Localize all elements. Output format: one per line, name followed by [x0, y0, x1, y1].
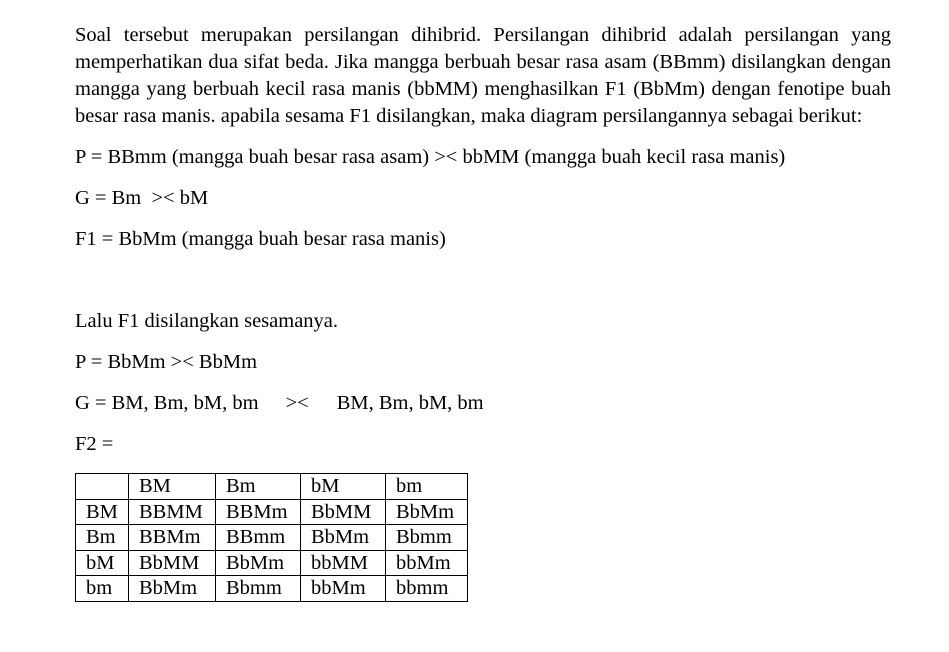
table-cell: BBMm: [129, 525, 216, 551]
table-header-row: [76, 474, 468, 500]
table-cell: [76, 474, 129, 500]
table-cell: BBMm: [216, 499, 301, 525]
gamete-left: G = BM, Bm, bM, bm: [75, 392, 259, 414]
intro-paragraph: Soal tersebut merupakan persilangan dihibrid. Persilangan dihibrid adalah persilangan yang memperhatikan dua sifat beda. Jika mangga berbuah besar rasa asam (BBmm) disilangkan dengan mangga yang berbuah kecil rasa manis (bbMM) menghasilkan F1 (BbMm) dengan fenotipe buah besar rasa manis. apabila sesama F1 disilangkan, maka diagram persilangannya sebagai berikut:: [75, 24, 891, 127]
spacer: [75, 417, 891, 431]
table-cell: BbMM: [129, 550, 216, 576]
table-cell: BbMm: [129, 576, 216, 602]
row-header-cell: bm: [76, 576, 129, 602]
table-cell: BbMm: [386, 499, 468, 525]
table-cell: bbMm: [301, 576, 386, 602]
spacer: [75, 130, 891, 144]
cross1-gamete-line: G = Bm >< bM: [75, 187, 209, 209]
spacer: [75, 335, 891, 349]
table-cell: Bbmm: [216, 576, 301, 602]
document-body: [75, 22, 891, 602]
spacer: [75, 253, 891, 308]
table-cell: BbMM: [301, 499, 386, 525]
gamete-right: BM, Bm, bM, bm: [336, 392, 484, 414]
table-cell: BBmm: [216, 525, 301, 551]
cross-symbol: ><: [285, 392, 309, 414]
cross2-intro-line: Lalu F1 disilangkan sesamanya.: [75, 310, 339, 332]
table-row: [76, 499, 468, 525]
table-row: [76, 550, 468, 576]
table-header-cell: BM: [129, 474, 216, 500]
row-header-cell: BM: [76, 499, 129, 525]
table-header-cell: bM: [301, 474, 386, 500]
table-cell: BBMM: [129, 499, 216, 525]
row-header-cell: bM: [76, 550, 129, 576]
table-cell: Bbmm: [386, 525, 468, 551]
punnett-square-table: [75, 473, 468, 602]
row-header-cell: Bm: [76, 525, 129, 551]
f2-label: F2 =: [75, 433, 114, 455]
spacer: [75, 212, 891, 226]
table-cell: bbmm: [386, 576, 468, 602]
table-header-cell: Bm: [216, 474, 301, 500]
table-cell: bbMm: [386, 550, 468, 576]
table-row: [76, 576, 468, 602]
cross1-f1-line: F1 = BbMm (mangga buah besar rasa manis): [75, 228, 446, 250]
cross1-parent-line: P = BBmm (mangga buah besar rasa asam) >< bbMM (mangga buah kecil rasa manis): [75, 146, 786, 168]
table-cell: BbMm: [301, 525, 386, 551]
cross2-gamete-line: [75, 390, 891, 417]
cross2-parent-line: P = BbMm >< BbMm: [75, 351, 258, 373]
spacer: [75, 171, 891, 185]
table-cell: bbMM: [301, 550, 386, 576]
table-cell: BbMm: [216, 550, 301, 576]
spacer: [75, 376, 891, 390]
table-row: [76, 525, 468, 551]
table-header-cell: bm: [386, 474, 468, 500]
